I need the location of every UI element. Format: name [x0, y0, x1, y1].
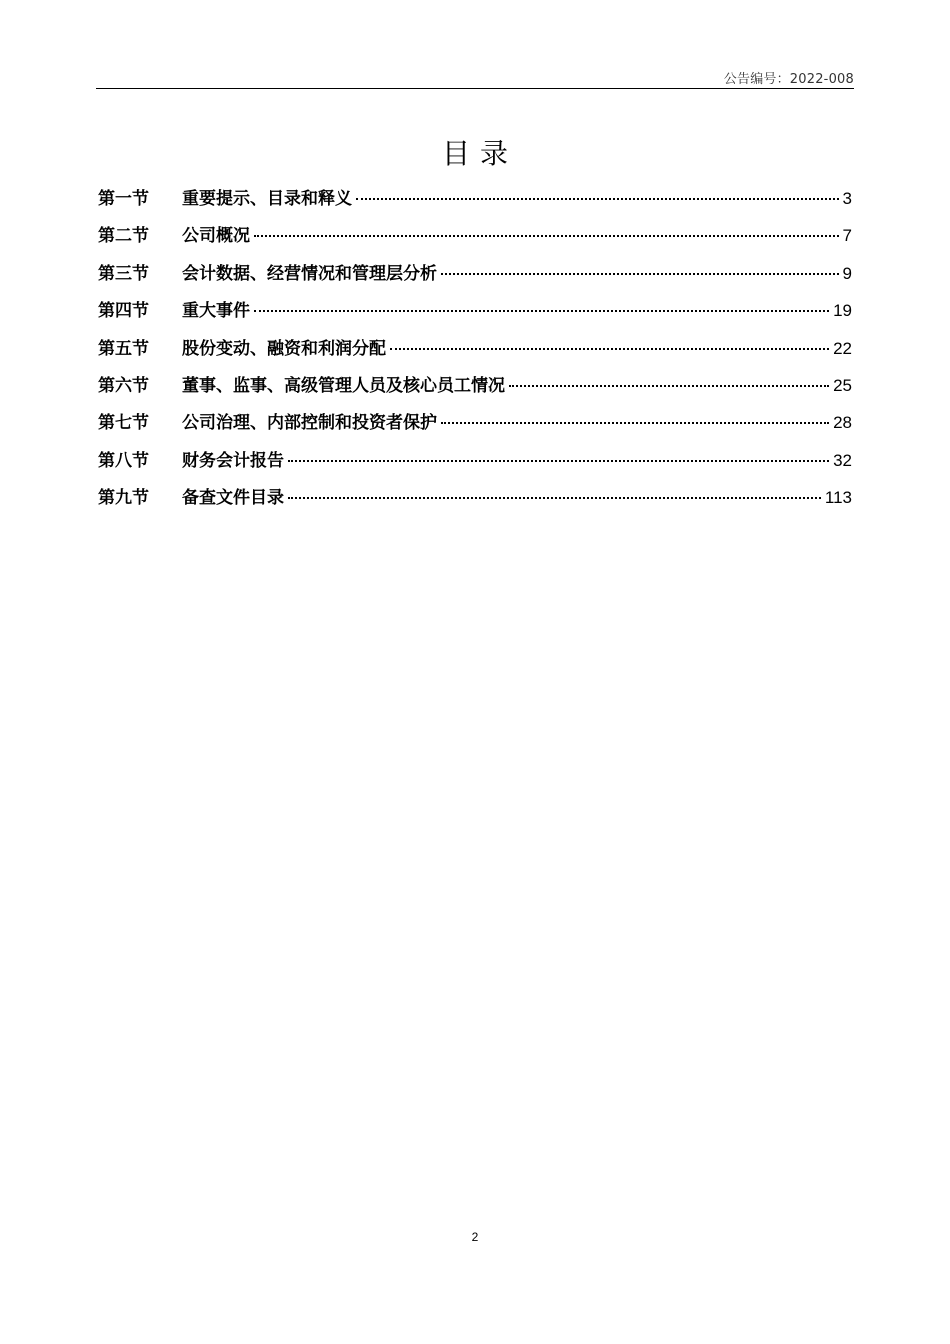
- toc-page-number: 25: [833, 375, 852, 395]
- announcement-number: 公告编号：2022-008: [723, 72, 854, 87]
- toc-section-name: 股份变动、融资和利润分配: [182, 338, 386, 359]
- toc-item-5[interactable]: [98, 334, 852, 371]
- toc-page-number: 3: [842, 189, 852, 208]
- toc-section-label: 第五节: [98, 338, 149, 359]
- toc-list: [98, 184, 852, 521]
- toc-dot-leader: [356, 198, 839, 200]
- toc-section-name: 重大事件: [182, 301, 250, 322]
- toc-page-number: 32: [833, 450, 852, 470]
- toc-item-8[interactable]: [98, 446, 852, 483]
- toc-dot-leader: [441, 422, 829, 424]
- toc-page-number: 113: [824, 488, 852, 508]
- toc-section-name: 备查文件目录: [182, 488, 284, 509]
- page-number: 2: [471, 1230, 479, 1244]
- toc-section-name: 重要提示、目录和释义: [182, 189, 352, 209]
- toc-dot-leader: [254, 235, 839, 237]
- toc-page-number: 9: [842, 263, 852, 283]
- toc-item-3[interactable]: [98, 259, 852, 296]
- toc-dot-leader: [288, 497, 821, 499]
- toc-item-7[interactable]: [98, 408, 852, 445]
- toc-page-number: 22: [833, 338, 852, 358]
- toc-section-name: 公司治理、内部控制和投资者保护: [182, 413, 437, 434]
- toc-section-label: 第七节: [98, 413, 149, 434]
- toc-section-name: 财务会计报告: [182, 450, 284, 471]
- toc-section-label: 第八节: [98, 450, 149, 471]
- toc-section-name: 公司概况: [182, 226, 250, 247]
- toc-page-number: 28: [833, 413, 852, 433]
- toc-section-label: 第六节: [98, 375, 149, 396]
- toc-dot-leader: [441, 273, 839, 275]
- toc-item-9[interactable]: [98, 483, 852, 520]
- toc-title: 目录: [441, 137, 518, 170]
- toc-page-number: 7: [842, 226, 852, 246]
- toc-section-label: 第二节: [98, 226, 149, 247]
- toc-section-label: 第四节: [98, 301, 149, 322]
- toc-section-label: 第一节: [98, 189, 149, 209]
- toc-dot-leader: [509, 385, 829, 387]
- toc-item-1[interactable]: [98, 184, 852, 221]
- toc-section-label: 第三节: [98, 263, 149, 284]
- toc-dot-leader: [254, 310, 829, 312]
- toc-page-number: 19: [833, 301, 852, 321]
- toc-item-2[interactable]: [98, 221, 852, 258]
- toc-section-label: 第九节: [98, 488, 149, 509]
- toc-section-name: 会计数据、经营情况和管理层分析: [182, 263, 437, 284]
- toc-item-4[interactable]: [98, 296, 852, 333]
- toc-section-name: 董事、监事、高级管理人员及核心员工情况: [182, 375, 505, 396]
- toc-dot-leader: [288, 460, 829, 462]
- header-divider: [96, 88, 854, 89]
- toc-dot-leader: [390, 348, 829, 350]
- toc-item-6[interactable]: [98, 371, 852, 408]
